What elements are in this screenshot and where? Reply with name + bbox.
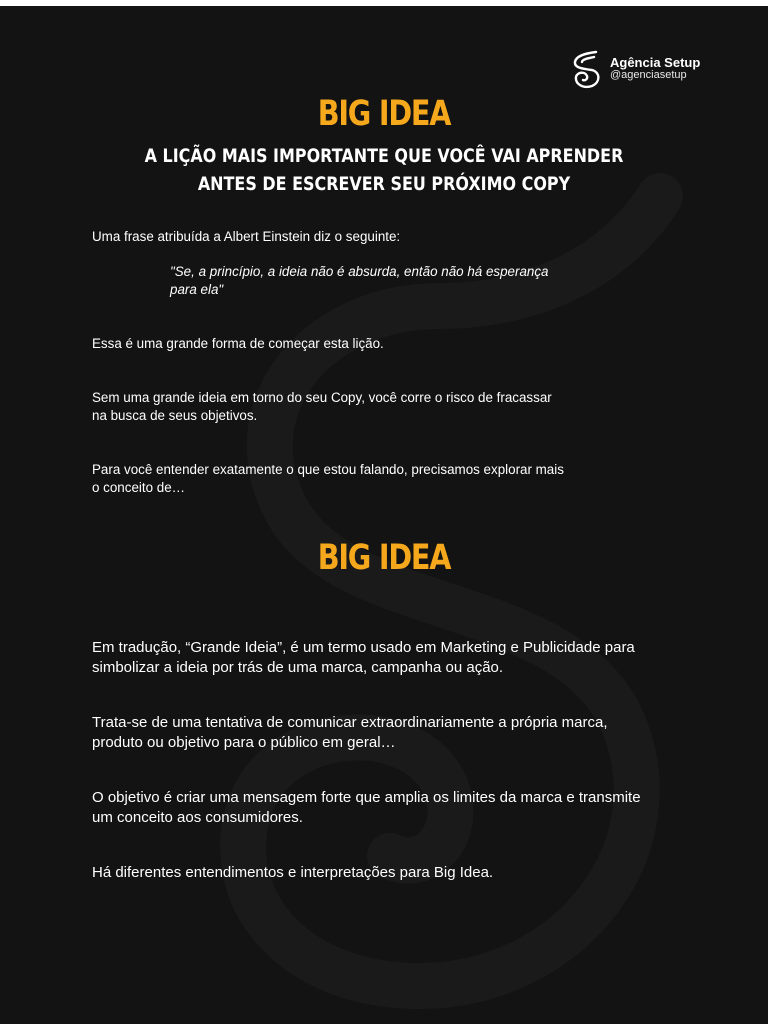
intro-paragraph-4: Para você entender exatamente o que estou falando, precisamos explorar mais o conceito de… (92, 462, 564, 495)
section-paragraph-1: Em tradução, “Grande Ideia”, é um termo usado em Marketing e Publicidade para simbolizar a ideia por trás de uma marca, campanha ou ação. (92, 639, 635, 676)
spiral-s-logo-icon (570, 49, 604, 89)
intro-paragraph-3: Sem uma grande ideia em torno do seu Copy, você corre o risco de fracassar na busca de seus objetivos. (92, 390, 552, 423)
intro-paragraph-2: Essa é uma grande forma de começar esta lição. (92, 336, 384, 351)
intro-paragraph-1: Uma frase atribuída a Albert Einstein diz o seguinte: (92, 229, 401, 244)
brand-handle: @agenciasetup (610, 69, 687, 82)
brand-name: Agência Setup (610, 55, 701, 71)
section-title: BIG IDEA (317, 538, 451, 578)
document-page (0, 6, 768, 1024)
brand-header (570, 49, 700, 89)
section-paragraph-2: Trata-se de uma tentativa de comunicar extraordinariamente a própria marca, produto ou objetivo para o público em geral… (92, 714, 608, 751)
section-paragraph-3: O objetivo é criar uma mensagem forte que amplia os limites da marca e transmite um conceito aos consumidores. (92, 789, 641, 826)
page-subtitle: A LIÇÃO MAIS IMPORTANTE QUE VOCÊ VAI APRENDER ANTES DE ESCREVER SEU PRÓXIMO COPY (144, 145, 624, 195)
page-title: BIG IDEA (317, 94, 451, 134)
einstein-quote: "Se, a princípio, a ideia não é absurda, então não há esperança para ela" (170, 264, 549, 297)
section-paragraph-4: Há diferentes entendimentos e interpretações para Big Idea. (92, 864, 494, 881)
